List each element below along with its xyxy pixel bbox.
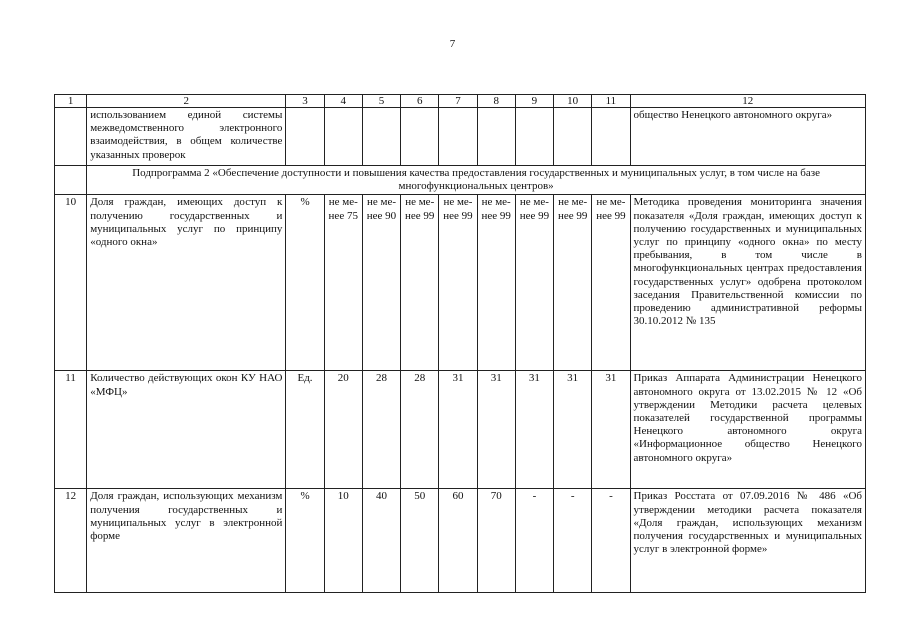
row-number-cell: 10 <box>55 195 87 371</box>
value-cell: - <box>515 489 553 593</box>
value-cell: не ме- нее 99 <box>554 195 592 371</box>
source-cell: Приказ Аппарата Администрации Ненецкого автономного округа от 13.02.2015 № 12 «Об утверждении Методики расчета целевых показателей государственной программы Ненецкого автономного округа «Информационное общество Ненецкого автономного округа» <box>630 371 865 489</box>
header-cell: 10 <box>554 95 592 108</box>
value-cell: 10 <box>324 489 362 593</box>
empty-cell <box>477 108 515 166</box>
empty-cell <box>324 108 362 166</box>
value-cell: не ме- нее 99 <box>515 195 553 371</box>
value-cell: не ме- нее 99 <box>477 195 515 371</box>
indicator-name-cell: использованием единой системы межведомственного электронного взаимодействия, в общем количестве указанных проверок <box>87 108 286 166</box>
value-cell: 31 <box>477 371 515 489</box>
empty-cell <box>55 166 87 195</box>
header-cell: 9 <box>515 95 553 108</box>
indicator-name-cell: Доля граждан, использующих механизм получения государственных и муниципальных услуг в электронной форме <box>87 489 286 593</box>
empty-cell <box>401 108 439 166</box>
value-cell: 60 <box>439 489 477 593</box>
source-cell: Приказ Росстата от 07.09.2016 № 486 «Об утверждении методики расчета показателя «Доля граждан, использующих механизм получения государственных и муниципальных услуг в электронной форме» <box>630 489 865 593</box>
empty-cell <box>515 108 553 166</box>
value-cell: 70 <box>477 489 515 593</box>
header-cell: 6 <box>401 95 439 108</box>
value-cell: не ме- нее 75 <box>324 195 362 371</box>
header-cell: 7 <box>439 95 477 108</box>
source-cell: Методика проведения мониторинга значения показателя «Доля граждан, имеющих доступ к получению государственных и муниципальных услуг по принципу «одного окна» по месту пребывания, в том числе в многофункциональных центрах предоставления государственных услуг» одобрена протоколом заседания Правительственной комиссии по проведению административной реформы 30.10.2012 № 135 <box>630 195 865 371</box>
header-cell: 3 <box>286 95 324 108</box>
unit-cell: Ед. <box>286 371 324 489</box>
subprogram-row <box>55 166 866 195</box>
header-cell: 4 <box>324 95 362 108</box>
value-cell: 31 <box>592 371 630 489</box>
row-number-cell: 12 <box>55 489 87 593</box>
header-cell: 11 <box>592 95 630 108</box>
header-cell: 8 <box>477 95 515 108</box>
page-number: 7 <box>449 38 456 50</box>
table-row <box>55 371 866 489</box>
value-cell: не ме- нее 99 <box>439 195 477 371</box>
header-cell: 2 <box>87 95 286 108</box>
header-row <box>55 95 866 108</box>
empty-cell <box>554 108 592 166</box>
unit-cell: % <box>286 195 324 371</box>
indicators-table <box>54 94 866 593</box>
empty-cell <box>286 108 324 166</box>
value-cell: 28 <box>401 371 439 489</box>
value-cell: 31 <box>554 371 592 489</box>
value-cell: - <box>554 489 592 593</box>
empty-cell <box>592 108 630 166</box>
row-number-cell: 11 <box>55 371 87 489</box>
header-cell: 5 <box>362 95 400 108</box>
value-cell: 40 <box>362 489 400 593</box>
value-cell: 31 <box>439 371 477 489</box>
indicator-name-cell: Доля граждан, имеющих доступ к получению государственных и муниципальных услуг по принципу «одного окна» <box>87 195 286 371</box>
empty-cell <box>362 108 400 166</box>
unit-cell: % <box>286 489 324 593</box>
table-row <box>55 489 866 593</box>
indicator-name-cell: Количество действующих окон КУ НАО «МФЦ» <box>87 371 286 489</box>
value-cell: не ме- нее 99 <box>592 195 630 371</box>
table-row <box>55 195 866 371</box>
value-cell: 28 <box>362 371 400 489</box>
value-cell: 50 <box>401 489 439 593</box>
value-cell: не ме- нее 99 <box>401 195 439 371</box>
header-cell: 1 <box>55 95 87 108</box>
value-cell: - <box>592 489 630 593</box>
continued-row <box>55 108 866 166</box>
value-cell: 31 <box>515 371 553 489</box>
source-cell: общество Ненецкого автономного округа» <box>630 108 865 166</box>
value-cell: не ме- нее 90 <box>362 195 400 371</box>
row-number-cell <box>55 108 87 166</box>
subprogram-title: Подпрограмма 2 «Обеспечение доступности и повышения качества предоставления государственных и муниципальных услуг, в том числе на базе многофункциональных центров» <box>87 166 866 195</box>
value-cell: 20 <box>324 371 362 489</box>
empty-cell <box>439 108 477 166</box>
header-cell: 12 <box>630 95 865 108</box>
